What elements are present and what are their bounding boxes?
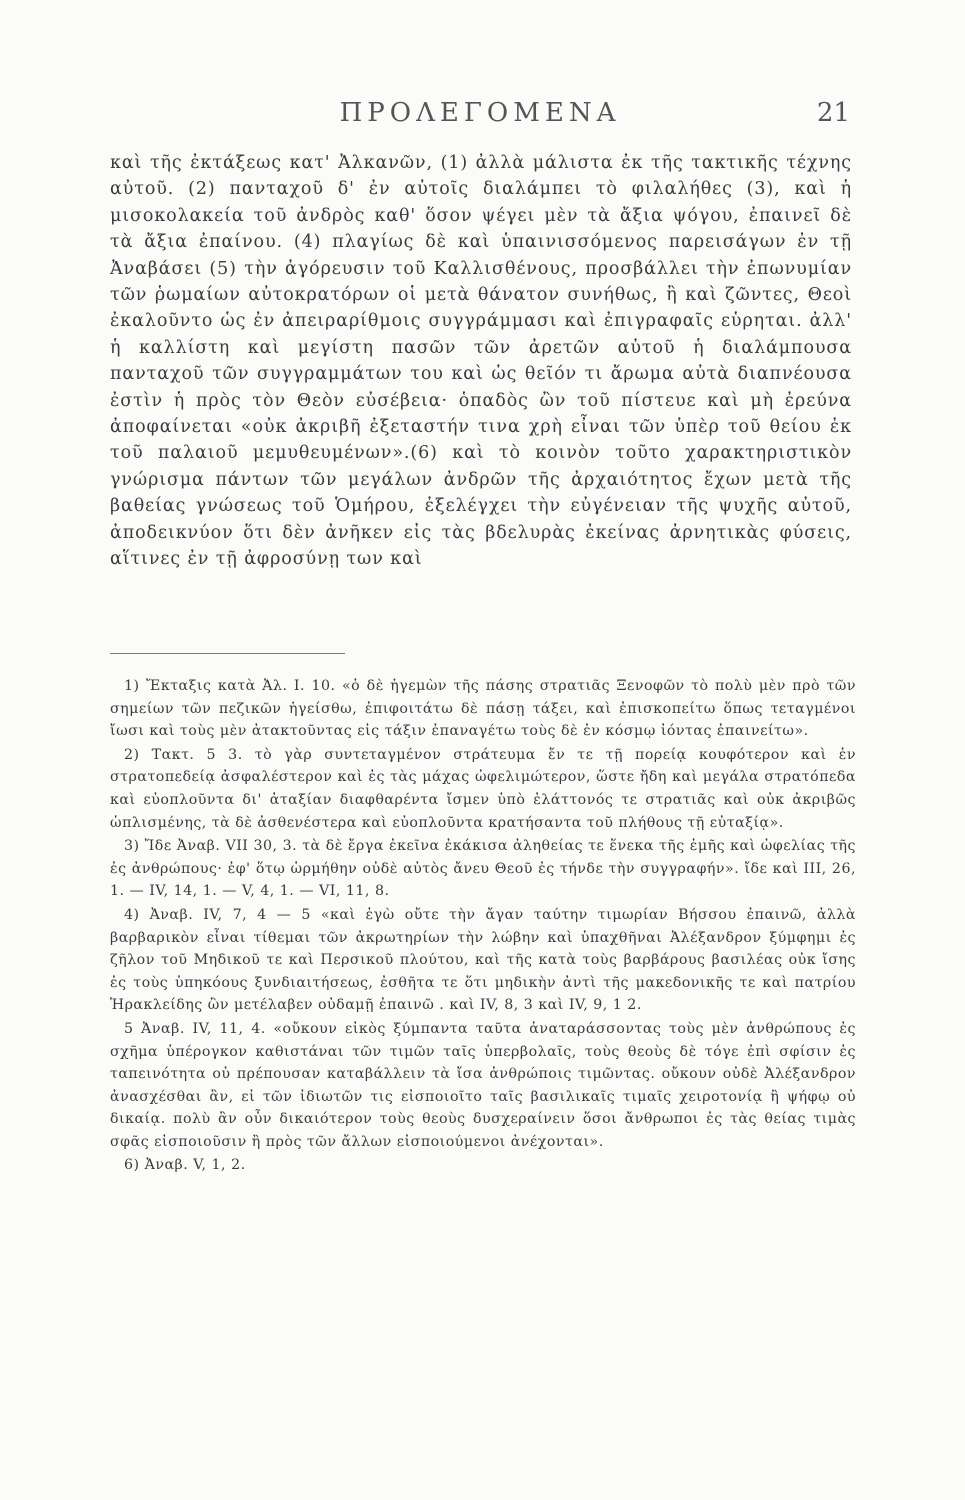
footnote-6 [110,1154,856,1177]
footnote-number: 2) [124,746,140,763]
footnote-3 [110,835,856,903]
footnote-number: 3) [124,838,140,855]
footnote-divider [110,653,345,654]
footnote-number: 4) [124,906,140,923]
footnote-2 [110,744,856,834]
running-head [110,98,850,134]
footnotes [110,675,856,1177]
footnote-text: Ἀναβ. IV, 7, 4 — 5 «καὶ ἐγὼ οὔτε τὴν ἄγαν ταύτην τιμωρίαν Βήσσου ἐπαινῶ, ἀλλὰ βαρβαρικὸν εἶναι τίθεμαι τῶν ἀκρωτηρίων τὴν λώβην καὶ ὑπαχθῆναι Ἀλέξανδρον ξύμφημι ἐς ζῆλον τοῦ Μηδικοῦ τε καὶ Περσικοῦ πλούτου, καὶ τῆς κατὰ τοὺς βαρβάρους βασιλέας οὐκ ἴσης ἐς τοὺς ὑπηκόους ξυνδιαιτήσεως, ἐσθῆτα τε ὅτι μηδικὴν ἀντὶ τῆς μακεδονικῆς τε καὶ πατρίου Ἡρακλείδης ὢν μετέλαβεν οὐδαμῇ ἐπαινῶ . καὶ IV, 8, 3 καὶ IV, 9, 1 2. [110,906,856,1014]
footnote-1 [110,675,856,743]
footnote-text: Ἴδε Ἀναβ. VII 30, 3. τὰ δὲ ἔργα ἐκεῖνα ἐκάκισα ἀληθείας τε ἕνεκα τῆς ἐμῆς καὶ ὠφελίας τῆς ἐς ἀνθρώπους· ἐφ' ὅτῳ ὡρμήθην οὐδὲ αὐτὸς ἄνευ Θεοῦ ἐς τήνδε τὴν συγγραφήν». ἴδε καὶ III, 26, 1. — IV, 14, 1. — V, 4, 1. — VI, 11, 8. [110,838,857,900]
footnote-text: Ἔκταξις κατὰ Ἀλ. I. 10. «ὁ δὲ ἡγεμὼν τῆς πάσης στρατιᾶς Ξενοφῶν τὸ πολὺ μὲν πρὸ τῶν σημείων τῶν πεζικῶν ἡγείσθω, ἐπιφοιτάτω δὲ πάσῃ τάξει, καὶ ἐπισκοπείτω ὅπως τεταγμένοι ἴωσι καὶ τοὺς μὲν ἀτακτοῦντας εἰς τάξιν ἐπαναγέτω τοὺς δὲ ἐν κόσμῳ ἰόντας ἐπαινείτω». [110,678,856,740]
footnote-number: 1) [124,678,140,694]
footnote-text: Τακτ. 5 3. τὸ γὰρ συντεταγμένον στράτευμα ἔν τε τῇ πορείᾳ κουφότερον καὶ ἐν στρατοπεδείᾳ ἀσφαλέστερον καὶ ἐς τὰς μάχας ὠφελιμώτερον, ὥστε ἤδη καὶ μεγάλα στρατόπεδα καὶ εὐοπλοῦντα δι' ἀταξίαν διαφθαρέντα ἴσμεν ὑπὸ ἐλάττονός τε στρατιᾶς καὶ οὐκ ἀκριβῶς ὡπλισμένης, τὰ δὲ ἀσθενέστερα καὶ εὐοπλοῦντα κρατήσαντα τοῦ πλήθους τῇ εὐταξίᾳ». [110,746,857,831]
footnote-5 [110,1018,856,1154]
page-number: 21 [816,98,850,128]
footnote-number: 6) [124,1157,140,1174]
footnote-text: Ἀναβ. IV, 11, 4. «οὔκουν εἰκὸς ξύμπαντα ταῦτα ἀναταράσσοντας τοὺς μὲν ἀνθρώπους ἐς σχῆμα ὑπέρογκον καθιστάναι τῶν τιμῶν ταῖς ὑπερβολαῖς, τοὺς θεοὺς δὲ τόγε ἐπὶ σφίσιν ἐς ταπεινότητα οὐ πρέπουσαν καταβάλλειν τὰ ἴσα ἀνθρώποις τιμῶντας. οὔκουν οὐδὲ Ἀλέξανδρον ἀνασχέσθαι ἂν, εἰ τῶν ἰδιωτῶν τις εἰσποιοῖτο ταῖς βασιλικαῖς τιμαῖς χειροτονίᾳ ἢ ψήφῳ οὐ δικαίᾳ. πολὺ ἂν οὖν δικαιότερον τοὺς θεοὺς δυσχεραίνειν ὅσοι ἄνθρωποι ἐς τὰς θείας τιμὰς σφᾶς εἰσποιοῦσιν ἢ πρὸς τῶν ἄλλων εἰσποιούμενοι ἀνέχονται». [110,1020,856,1150]
footnote-text: Ἀναβ. V, 1, 2. [144,1157,246,1174]
page-title: ΠΡΟΛΕΓΟΜΕΝΑ [339,98,621,128]
main-text [110,150,852,573]
footnote-number: 5 [124,1020,134,1037]
body-paragraph: καὶ τῆς ἐκτάξεως κατ' Ἀλκανῶν, (1) ἀλλὰ μάλιστα ἐκ τῆς τακτικῆς τέχνης αὐτοῦ. (2) πανταχοῦ δ' ἐν αὐτοῖς διαλάμπει τὸ φιλαλήθες (3), καὶ ἡ μισοκολακεία τοῦ ἀνδρὸς καθ' ὅσον ψέγει μὲν τὰ ἄξια ψόγου, ἐπαινεῖ δὲ τὰ ἄξια ἐπαίνου. (4) πλαγίως δὲ καὶ ὑπαινισσόμενος παρεισάγων ἐν τῇ Ἀναβάσει (5) τὴν ἀγόρευσιν τοῦ Καλλισθένους, προσβάλλει τὴν ἐπωνυμίαν τῶν ῥωμαίων αὐτοκρατόρων οἱ μετὰ θάνατον συνήθως, ἢ καὶ ζῶντες, Θεοὶ ἐκαλοῦντο ὡς ἐν ἀπειραρίθμοις συγγράμμασι καὶ ἐπιγραφαῖς εὑρηται. ἀλλ' ἡ καλλίστη καὶ μεγίστη πασῶν τῶν ἀρετῶν αὐτοῦ ἡ διαλάμπουσα πανταχοῦ τῶν συγγραμμάτων του καὶ ὡς θεῖόν τι ἄρωμα αὐτὰ διαπνέουσα ἐστὶν ἡ πρὸς τὸν Θεὸν εὐσέβεια· ὁπαδὸς ὢν τοῦ πίστευε καὶ μὴ ἐρεύνα ἀποφαίνεται «οὐκ ἀκριβῆ ἐξεταστήν τινα χρὴ εἶναι τῶν ὑπὲρ τοῦ θείου ἐκ τοῦ παλαιοῦ μεμυθευμένων».(6) καὶ τὸ κοινὸν τοῦτο χαρακτηριστικὸν γνώρισμα πάντων τῶν μεγάλων ἀνδρῶν τῆς ἀρχαιότητος ἔχων μετὰ τῆς βαθείας γνώσεως τοῦ Ὁμήρου, ἐξελέγχει τὴν εὐγένειαν τῆς ψυχῆς αὐτοῦ, ἀποδεικνύον ὅτι δὲν ἀνῆκεν εἰς τὰς βδελυρὰς ἐκείνας ἀρνητικὰς φύσεις, αἵτινες ἐν τῇ ἀφροσύνῃ των καὶ [110,153,852,570]
footnote-4 [110,904,856,1017]
